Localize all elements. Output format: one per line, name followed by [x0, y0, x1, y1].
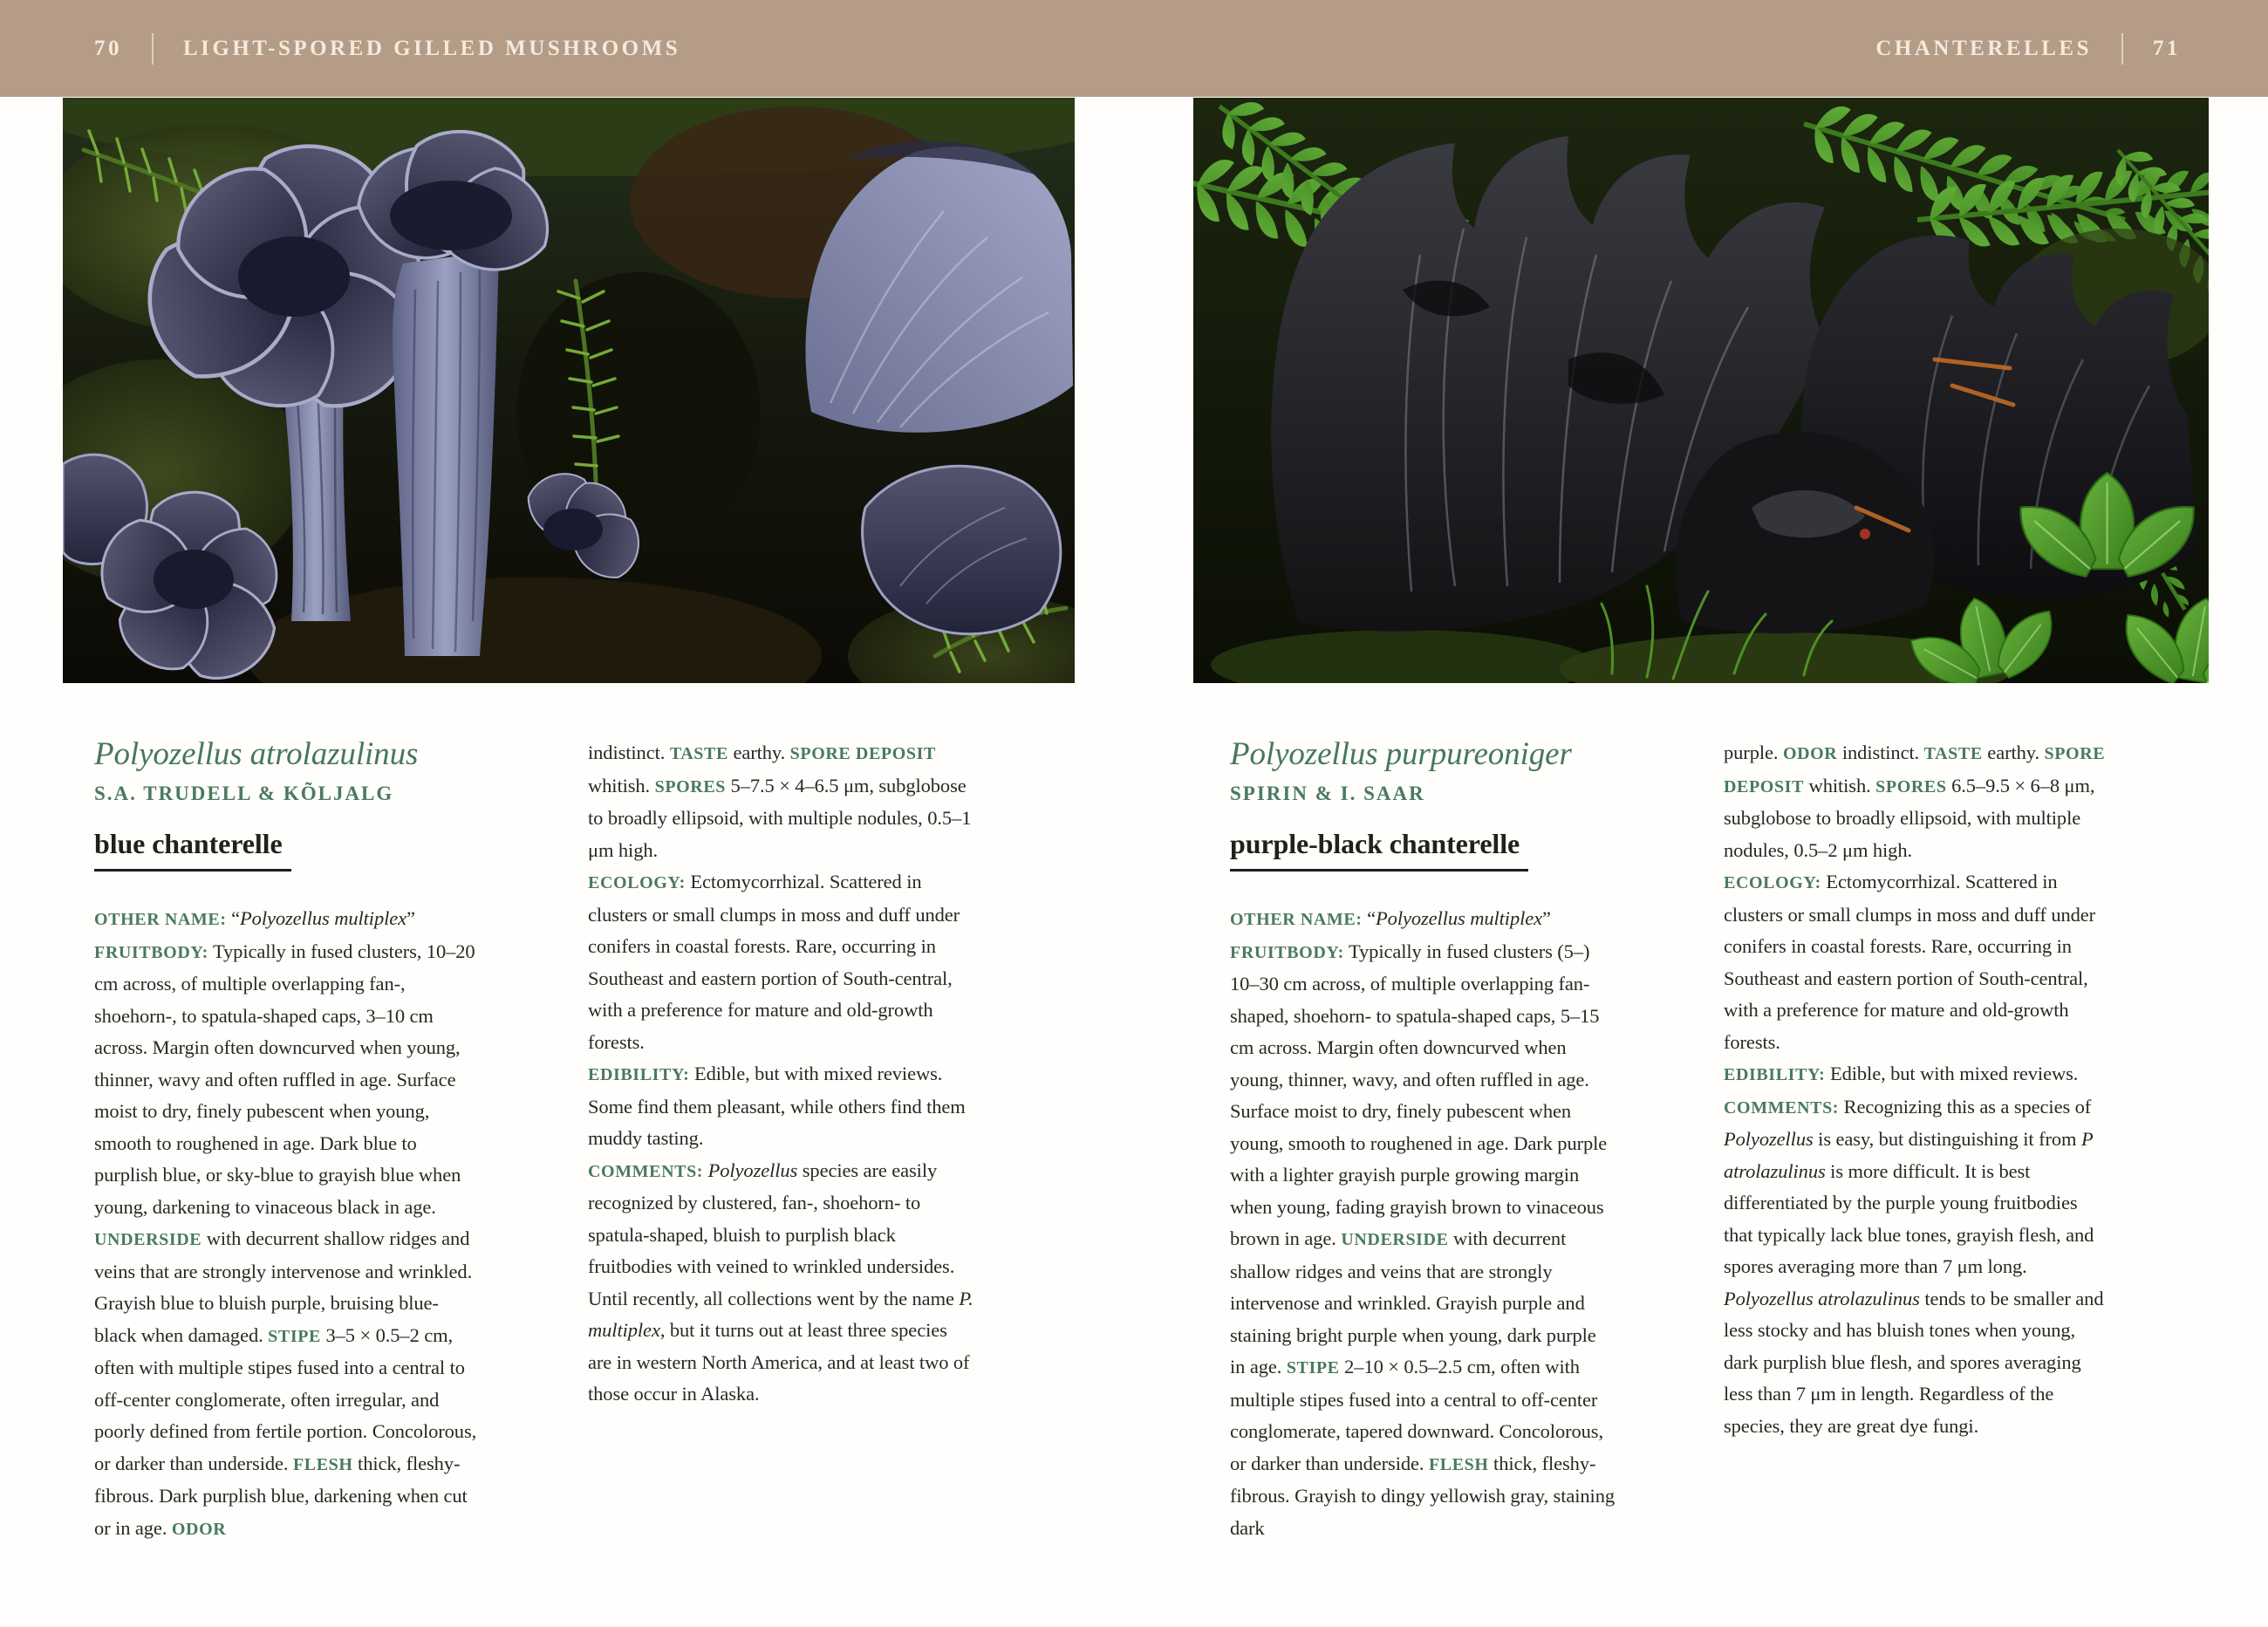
species-name-left: Polyozellus atrolazulinus: [94, 736, 419, 772]
section-label: ODOR: [1782, 744, 1838, 763]
page-number-left: 70: [94, 36, 122, 60]
paragraph: ECOLOGY: Ectomycorrhizal. Scattered in clusters or small clumps in moss and duff under conifers in coastal forests. Rare, occurring in Southeast and eastern portion of South-central, with a preference for mature and old-growth forests.: [1724, 871, 2096, 1053]
page-number-right: 71: [2153, 36, 2181, 60]
species-italic: Polyozellus: [1724, 1128, 1814, 1150]
species-italic: Polyozellus: [707, 1159, 798, 1181]
section-label: COMMENTS:: [1724, 1097, 1840, 1118]
species-authority-right: SPIRIN & I. SAAR: [1230, 783, 1425, 804]
section-label: SPORES: [1875, 776, 1947, 796]
running-title-right: CHANTERELLES: [1875, 36, 2092, 60]
section-label: FRUITBODY:: [94, 942, 208, 962]
entry-body-right-col2: [1724, 737, 2109, 1442]
paragraph: FRUITBODY: Typically in fused clusters, 10–20 cm across, of multiple overlapping fan-, shoehorn-, to spatula-shaped caps, 3–10 cm across. Margin often downcurved when young, thinner, wavy and often ruffled in age. Surface moist to dry, finely pubescent when young, smooth to roughened in age. Dark blue to purplish blue, or sky-blue to grayish blue when young, darkening to vinaceous black in age. UNDERSIDE with decurrent shallow ridges and veins that are strongly intervenose and wrinkled. Grayish blue to bluish purple, bruising blue-black when damaged. STIPE 3–5 × 0.5–2 cm, often with multiple stipes fused into a central to off-center conglomerate, often irregular, and poorly defined from fertile portion. Concolorous, or darker than underside. FLESH thick, fleshy-fibrous. Dark purplish blue, darkening when cut or in age. ODOR: [94, 940, 477, 1539]
species-italic: Polyozellus multiplex: [240, 907, 407, 929]
section-label: EDIBILITY:: [588, 1065, 690, 1084]
photo-purple-black-chanterelle: [1193, 98, 2209, 683]
paragraph: purple. ODOR indistinct. TASTE earthy. SPORE DEPOSIT whitish. SPORES 6.5–9.5 × 6–8 μm, subglobose to broadly ellipsoid, with multiple nodules, 0.5–2 μm high.: [1724, 742, 2106, 861]
entry-left-column-2: [588, 737, 973, 1411]
paragraph: OTHER NAME: “Polyozellus multiplex”: [1230, 907, 1551, 929]
paragraph: COMMENTS: Recognizing this as a species of Polyozellus is easy, but distinguishing it from P atrolazulinus is more difficult. It is best differentiated by the purple young fruitbodies that typically lack blue tones, grayish flesh, and spores averaging more than 7 μm long. Polyozellus atrolazulinus tends to be smaller and less stocky and has bluish tones when young, dark purplish blue flesh, and spores averaging less than 7 μm in length. Regardless of the species, they are great dye fungi.: [1724, 1095, 2104, 1437]
paragraph: FRUITBODY: Typically in fused clusters (5–) 10–30 cm across, of multiple overlapping fan-shaped, shoehorn- to spatula-shaped caps, 5–15 cm across. Margin often downcurved when young, thinner, wavy, and often ruffled in age. Surface moist to dry, finely pubescent when young, smooth to roughened in age. Dark purple with a lighter grayish purple growing margin when young, fading grayish brown to vinaceous brown in age. UNDERSIDE with decurrent shallow ridges and veins that are strongly intervenose and wrinkled. Grayish purple and staining bright purple when young, dark purple in age. STIPE 2–10 × 0.5–2.5 cm, often with multiple stipes fused into a central to off-center conglomerate, tapered downward. Concolorous, or darker than underside. FLESH thick, fleshy-fibrous. Grayish to dingy yellowish gray, staining dark: [1230, 940, 1615, 1539]
paragraph: indistinct. TASTE earthy. SPORE DEPOSIT whitish. SPORES 5–7.5 × 4–6.5 μm, subglobose to broadly ellipsoid, with multiple nodules, 0.5–1 μm high.: [588, 742, 972, 861]
running-title-left: LIGHT-SPORED GILLED MUSHROOMS: [183, 36, 681, 60]
species-italic: P. multiplex: [588, 1287, 973, 1341]
section-label: TASTE: [669, 744, 728, 763]
entry-body-left-col2: [588, 737, 973, 1411]
species-authority-left: S.A. TRUDELL & KÕLJALG: [94, 783, 394, 804]
running-head-band: [0, 0, 2268, 97]
species-italic: Polyozellus multiplex: [1376, 907, 1543, 929]
section-label: ODOR: [171, 1519, 227, 1539]
section-label: SPORE DEPOSIT: [789, 744, 936, 763]
section-label: UNDERSIDE: [94, 1230, 202, 1249]
paragraph: ECOLOGY: Ectomycorrhizal. Scattered in clusters or small clumps in moss and duff under conifers in coastal forests. Rare, occurring in Southeast and eastern portion of South-central, with a preference for mature and old-growth forests.: [588, 871, 960, 1053]
species-italic: Polyozellus atrolazulinus: [1724, 1287, 1920, 1309]
common-name-right: purple-black chanterelle: [1230, 829, 1528, 872]
section-label: OTHER NAME:: [94, 910, 227, 929]
paragraph: COMMENTS: Polyozellus species are easily recognized by clustered, fan-, shoehorn- to spatula-shaped, bluish to purplish black fruitbodies with veined to wrinkled undersides. Until recently, all collections went by the name P. multiplex, but it turns out at least three species are in western North America, and at least two of those occur in Alaska.: [588, 1159, 973, 1405]
photo-blue-chanterelle: [63, 98, 1075, 683]
common-name-left: blue chanterelle: [94, 829, 291, 872]
section-label: SPORES: [654, 776, 727, 796]
paragraph: OTHER NAME: “Polyozellus multiplex”: [94, 907, 415, 929]
section-label: STIPE: [268, 1326, 321, 1346]
entry-left-column-1: [94, 737, 480, 1545]
section-label: TASTE: [1923, 744, 1983, 763]
entry-right-column-1: [1230, 737, 1616, 1544]
entry-body-left-col1: [94, 903, 480, 1545]
paragraph: EDIBILITY: Edible, but with mixed reviews.: [1724, 1063, 2079, 1084]
section-label: ECOLOGY:: [1724, 873, 1821, 892]
paragraph: EDIBILITY: Edible, but with mixed reviews. Some find them pleasant, while others find them muddy tasting.: [588, 1063, 966, 1149]
header-divider-left: [152, 33, 154, 65]
section-label: COMMENTS:: [588, 1161, 704, 1181]
section-label: FLESH: [1428, 1454, 1489, 1474]
section-label: FLESH: [292, 1454, 353, 1474]
section-label: OTHER NAME:: [1230, 910, 1363, 929]
running-head-right: [1875, 33, 2181, 65]
species-name-right: Polyozellus purpureoniger: [1230, 736, 1572, 772]
species-italic: P atrolazulinus: [1724, 1128, 2094, 1182]
section-label: EDIBILITY:: [1724, 1065, 1826, 1084]
section-label: UNDERSIDE: [1341, 1230, 1449, 1249]
entry-right-column-2: [1724, 737, 2109, 1442]
section-label: STIPE: [1286, 1358, 1340, 1377]
entry-body-right-col1: [1230, 903, 1616, 1544]
header-divider-right: [2121, 33, 2123, 65]
section-label: FRUITBODY:: [1230, 942, 1344, 962]
running-head-left: [94, 33, 680, 65]
section-label: ECOLOGY:: [588, 873, 686, 892]
section-label: SPORE DEPOSIT: [1724, 744, 2106, 796]
